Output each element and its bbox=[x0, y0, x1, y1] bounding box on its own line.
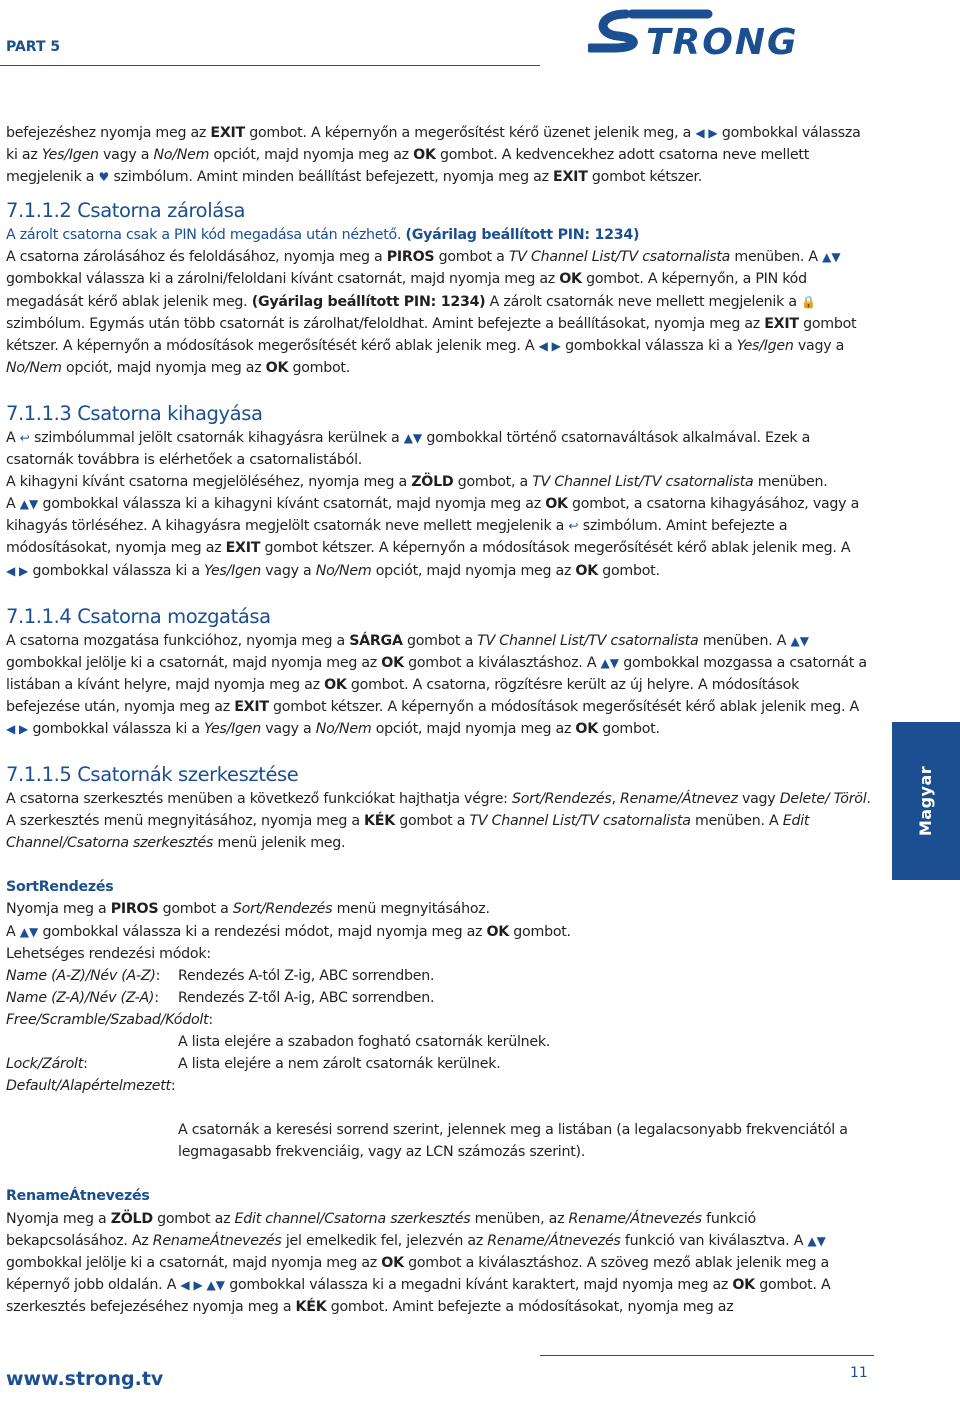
skip-icon: ↩ bbox=[19, 430, 30, 445]
up-down-arrows-icon: ▲▼ bbox=[790, 633, 809, 648]
sort-option: Lock/Zárolt: A lista elejére a nem zárolt csatornák kerülnek. bbox=[6, 1056, 501, 1073]
language-tab bbox=[892, 722, 960, 880]
up-down-arrows-icon: ▲▼ bbox=[600, 655, 619, 670]
rename-heading: RenameÁtnevezés bbox=[6, 1188, 150, 1205]
section-heading-edit: 7.1.1.5 Csatornák szerkesztése bbox=[6, 763, 299, 787]
skip-paragraph-1: A ↩ szimbólummal jelölt csatornák kihagyásra kerülnek a ▲▼ gombokkal történő csatornaváltások alkalmával. Ezek a csatornák továbbra is elérhetőek a csatornalistából. bbox=[6, 427, 874, 471]
language-tab-label: Magyar bbox=[915, 765, 935, 837]
up-down-arrows-icon: ▲▼ bbox=[19, 497, 39, 512]
sort-option-key: Free/Scramble/Szabad/Kódolt: bbox=[6, 1011, 213, 1028]
move-paragraph: A csatorna mozgatása funkcióhoz, nyomja meg a SÁRGA gombot a TV Channel List/TV csatornalista menüben. A ▲▼ gombokkal jelölje ki a csatornát, majd nyomja meg az OK gombot a kiválasztáshoz. A ▲▼ gombokkal mozgassa a csatornát a listában a kívánt helyre, majd nyomja meg az OK gombot. A csatorna, rögzítésre került az új helyre. A módosítások befejezése után, nyomja meg az EXIT gombot kétszer. A képernyőn a módosítások megerősítését kérő ablak jelenik meg. A ◀ ▶ gombokkal válassza ki a Yes/Igen vagy a No/Nem opciót, majd nyomja meg az OK gombot. bbox=[6, 630, 874, 740]
sort-heading: SortRendezés bbox=[6, 879, 114, 896]
footer-url[interactable]: www.strong.tv bbox=[6, 1368, 164, 1390]
sort-line-1: Nyomja meg a PIROS gombot a Sort/Rendezés menü megnyitásához. bbox=[6, 901, 490, 918]
arrow-keys-icon: ◀ ▶ ▲▼ bbox=[180, 1277, 225, 1292]
left-right-arrows-icon: ◀ ▶ bbox=[6, 721, 29, 736]
heart-icon: ♥ bbox=[98, 170, 110, 185]
skip-paragraph-3: A ▲▼ gombokkal válassza ki a kihagyni kívánt csatornát, majd nyomja meg az OK gombot, a csatorna kihagyásához, vagy a kihagyás törléséhez. A kihagyásra megjelölt csatornák neve mellett megjelenik a ↩ szimbólum. Amint befejezte a módosításokat, nyomja meg az EXIT gombot kétszer. A képernyőn a módosítások megerősítését kérő ablak jelenik meg. A ◀ ▶ gombokkal válassza ki a Yes/Igen vagy a No/Nem opciót, majd nyomja meg az OK gombot. bbox=[6, 493, 874, 581]
svg-text:TRONG: TRONG bbox=[646, 22, 799, 60]
edit-paragraph: A csatorna szerkesztés menüben a következő funkciókat hajthatja végre: Sort/Rendezés, Rename/Átnevez vagy Delete/ Töröl. A szerkesztés menü megnyitásához, nyomja meg a KÉK gombot a TV Channel List/TV csatornalista menüben. A Edit Channel/Csatorna szerkesztés menü jelenik meg. bbox=[6, 791, 871, 852]
sort-option: Name (Z-A)/Név (Z-A): Rendezés Z-től A-ig, ABC sorrendben. bbox=[6, 989, 435, 1006]
up-down-arrows-icon: ▲▼ bbox=[822, 250, 841, 265]
left-right-arrows-icon: ◀ ▶ bbox=[538, 338, 561, 353]
rename-paragraph: Nyomja meg a ZÖLD gombot az Edit channel/Csatorna szerkesztés menüben, az Rename/Átnevezés funkció bekapcsolásához. Az RenameÁtnevezés jel emelkedik fel, jelezvén az Rename/Átnevezés funkció van kiválasztva. A ▲▼ gombokkal jelölje ki a csatornát, majd nyomja meg az OK gombot a kiválasztáshoz. A szöveg mező ablak jelenik meg a képernyő jobb oldalán. A ◀ ▶ ▲▼ gombokkal válassza ki a megadni kívánt karaktert, majd nyomja meg az OK gombot. A szerkesztés befejezéséhez nyomja meg a KÉK gombot. Amint befejezte a módosításokat, nyomja meg az bbox=[6, 1210, 831, 1315]
page-content bbox=[6, 122, 874, 1318]
left-right-arrows-icon: ◀ ▶ bbox=[695, 126, 718, 140]
part-label: PART 5 bbox=[6, 39, 61, 55]
sort-option-value: A lista elejére a szabadon fogható csatornák kerülnek. bbox=[178, 1034, 551, 1050]
page-number: 11 bbox=[850, 1365, 868, 1381]
sort-modes-label: Lehetséges rendezési módok: bbox=[6, 945, 211, 962]
section-heading-lock: 7.1.1.2 Csatorna zárolása bbox=[6, 199, 246, 223]
footer-rule bbox=[540, 1355, 874, 1356]
sort-option-key: Default/Alapértelmezett: bbox=[6, 1078, 176, 1095]
sort-line-2: A ▲▼ gombokkal válassza ki a rendezési módot, majd nyomja meg az OK gombot. bbox=[6, 921, 874, 943]
up-down-arrows-icon: ▲▼ bbox=[403, 430, 423, 445]
sort-option-value: A csatornák a keresési sorrend szerint, jelennek meg a listában (a legalacsonyabb frekvenciától a legmagasabb frekvenciáig, vagy az LCN számozás szerint). bbox=[178, 1122, 848, 1161]
lock-icon: 🔒 bbox=[801, 294, 816, 309]
lock-lead: A zárolt csatorna csak a PIN kód megadása után nézhető. (Gyárilag beállított PIN: 1234) bbox=[6, 227, 640, 244]
skip-icon: ↩ bbox=[568, 519, 579, 534]
strong-logo bbox=[588, 8, 878, 60]
intro-paragraph: befejezéshez nyomja meg az EXIT gombot. A képernyőn a megerősítést kérő üzenet jelenik meg, a ◀ ▶ gombokkal válassza ki az Yes/Igen vagy a No/Nem opciót, majd nyomja meg az OK gombot. A kedvencekhez adott csatorna neve mellett megjelenik a ♥ szimbólum. Amint minden beállítást befejezett, nyomja meg az EXIT gombot kétszer. bbox=[6, 122, 874, 188]
section-heading-move: 7.1.1.4 Csatorna mozgatása bbox=[6, 604, 271, 628]
skip-paragraph-2: A kihagyni kívánt csatorna megjelöléséhez, nyomja meg a ZÖLD gombot, a TV Channel List/TV csatornalista menüben. bbox=[6, 474, 828, 491]
up-down-arrows-icon: ▲▼ bbox=[807, 1233, 826, 1248]
left-right-arrows-icon: ◀ ▶ bbox=[6, 563, 29, 578]
up-down-arrows-icon: ▲▼ bbox=[19, 924, 39, 939]
sort-option: Name (A-Z)/Név (A-Z): Rendezés A-tól Z-ig, ABC sorrendben. bbox=[6, 967, 435, 984]
lock-paragraph: A csatorna zárolásához és feloldásához, nyomja meg a PIROS gombot a TV Channel List/TV csatornalista menüben. A ▲▼ gombokkal válassza ki a zárolni/feloldani kívánt csatornát, majd nyomja meg az OK gombot. A képernyőn, a PIN kód megadását kérő ablak jelenik meg. (Gyárilag beállított PIN: 1234) A zárolt csatornák neve mellett megjelenik a 🔒szimbólum. Egymás után több csatornát is zárolhat/feloldhat. Amint befejezte a beállításokat, nyomja meg az EXIT gombot kétszer. A képernyőn a módosítások megerősítését kérő ablak jelenik meg. A ◀ ▶ gombokkal válassza ki a Yes/Igen vagy a No/Nem opciót, majd nyomja meg az OK gombot. bbox=[6, 246, 874, 379]
section-heading-skip: 7.1.1.3 Csatorna kihagyása bbox=[6, 401, 263, 425]
header-rule bbox=[0, 65, 540, 66]
